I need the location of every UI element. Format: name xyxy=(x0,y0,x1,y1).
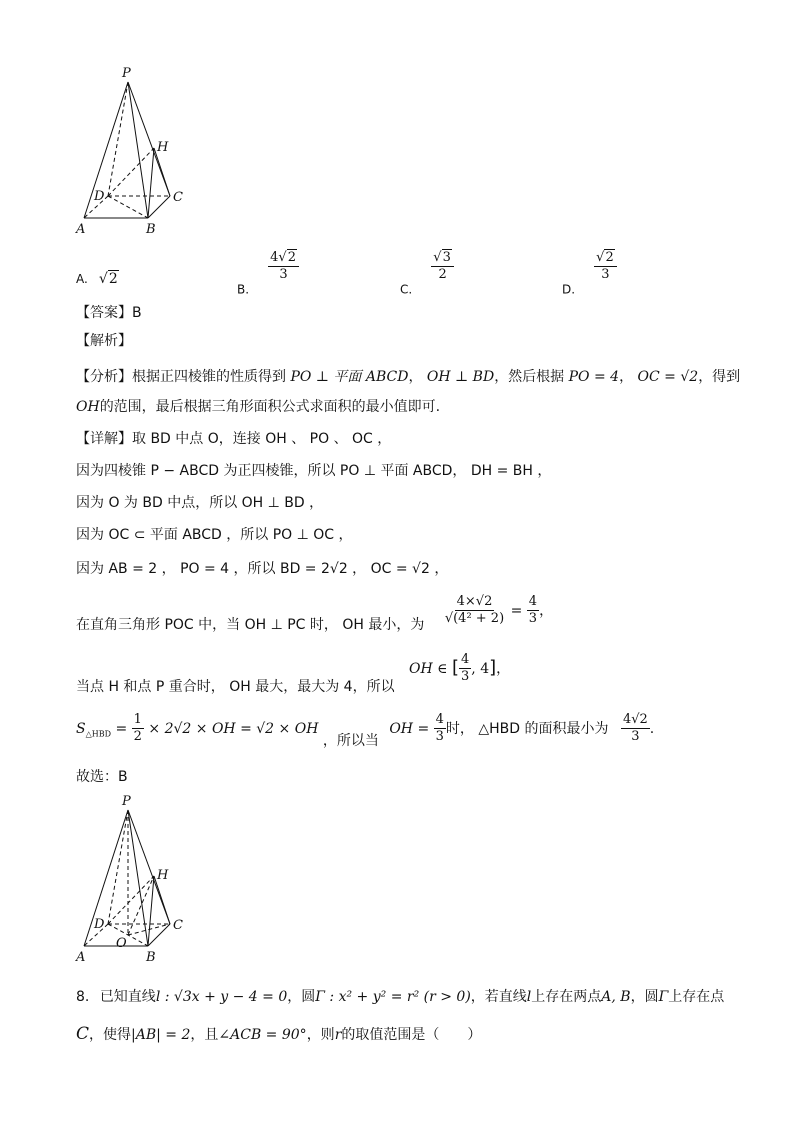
oh-range-set: OH ∈ xyxy=(409,660,448,677)
detail-line-2: 因为四棱锥 P − ABCD 为正四棱锥，所以 PO ⊥ 平面 ABCD， DH = BH ， xyxy=(76,463,552,479)
q8-angle: ∠ACB = 90° xyxy=(218,1027,307,1043)
analysis-tag: 【解析】 xyxy=(76,333,132,349)
q8-text-2: ，圆 xyxy=(287,989,316,1005)
q8-text-3: ，若直线 xyxy=(470,989,527,1005)
label-c: C xyxy=(173,190,183,205)
fenxi-text-4: 的范围，最后根据三角形面积公式求面积的最小值即可. xyxy=(99,399,441,415)
detail-line-6-end: ， xyxy=(539,602,554,619)
option-a: A. √2 xyxy=(76,271,118,287)
option-c-den: 2 xyxy=(438,267,447,283)
label2-p: P xyxy=(122,794,131,809)
range-min-den: 3 xyxy=(461,669,470,685)
detail-line-1 xyxy=(76,428,391,448)
frac-min-den: √(4² + 2) xyxy=(444,611,505,627)
q8-text-5: ，圆 xyxy=(630,989,659,1005)
detail-line-8 xyxy=(76,712,654,750)
pyramid-figure-top xyxy=(70,62,200,240)
choose-line: 故选：B xyxy=(76,769,128,785)
q8-r: r xyxy=(334,1027,342,1043)
label2-c: C xyxy=(173,918,183,933)
option-b-rad: 2 xyxy=(287,250,296,265)
answer-line xyxy=(76,302,142,322)
label2-o: O xyxy=(116,936,127,951)
q8-text-8: ，且 xyxy=(190,1027,219,1043)
label2-a: A xyxy=(76,950,86,965)
q8-line-equation: l : √3x + y − 4 = 0 xyxy=(155,989,288,1005)
q8-point-c: C xyxy=(76,1024,90,1044)
left-bracket: [ xyxy=(451,656,460,678)
q8-gamma: Γ xyxy=(658,989,669,1005)
option-b-label: B. xyxy=(237,282,250,297)
option-a-radicand: 2 xyxy=(108,271,118,287)
q8-text-7: ，使得 xyxy=(89,1027,132,1043)
label-d: D xyxy=(94,189,105,204)
q8-points-ab: A, B xyxy=(601,989,631,1005)
area-subscript: △HBD xyxy=(85,729,112,739)
option-d: $_{D.}$ $\frac{√2}{3}$ xyxy=(562,250,617,296)
equals-sign: = xyxy=(510,602,523,619)
half-num: 1 xyxy=(132,712,144,729)
fenxi-math-1: PO ⊥ 平面 ABCD xyxy=(290,369,409,385)
range-min-num: 4 xyxy=(459,652,471,669)
fenxi-math-5: OH xyxy=(76,399,100,415)
q8-text-4: 上存在两点 xyxy=(531,989,602,1005)
right-bracket: ] xyxy=(489,656,497,678)
area-symbol: S xyxy=(76,720,86,737)
option-a-label: A. xyxy=(76,272,88,286)
detail-line-7-end: ， xyxy=(496,660,511,677)
label-p: P xyxy=(122,66,131,81)
frac-min-result-den: 3 xyxy=(528,611,538,627)
answer-value: B xyxy=(132,305,142,321)
area-equals: = xyxy=(115,720,128,737)
q8-text-10: 的取值范围是（ ） xyxy=(341,1027,482,1043)
label2-b: B xyxy=(146,950,156,965)
answer-tag: 【答案】 xyxy=(76,305,132,321)
oh-value-den: 3 xyxy=(435,729,444,745)
label-b: B xyxy=(146,222,156,237)
detail-line-7 xyxy=(76,652,510,696)
pyramid-figure-bottom xyxy=(70,790,200,968)
fenxi-text-3: ，得到 xyxy=(698,369,741,385)
oh-value-num: 4 xyxy=(434,712,446,729)
option-d-label: D. xyxy=(562,282,576,297)
q8-ab-length: |AB| = 2 xyxy=(131,1027,191,1043)
q8-line-2 xyxy=(76,1024,481,1044)
detail-text-7: 当点 H 和点 P 重合时， OH 最大，最大为 4，所以 xyxy=(76,678,395,695)
oh-value-label: OH = xyxy=(389,720,430,737)
q8-line-1 xyxy=(76,986,724,1006)
q8-text-1: 已知直线 xyxy=(99,989,156,1005)
label2-h: H xyxy=(157,868,169,883)
q8-number: 8. xyxy=(76,989,90,1005)
option-c: $_{C.}$ $\frac{√3}{2}$ xyxy=(400,250,454,296)
frac-min-result-num: 4 xyxy=(527,594,539,611)
option-d-den: 3 xyxy=(601,267,610,283)
detail-text-6: 在直角三角形 POC 中，当 OH ⊥ PC 时， OH 最小，为 xyxy=(76,616,425,633)
label2-d: D xyxy=(94,917,105,932)
option-d-rad: 2 xyxy=(605,250,614,265)
detail-tag: 【详解】 xyxy=(76,431,132,447)
q8-circle-equation: Γ : x² + y² = r² (r > 0) xyxy=(315,989,471,1005)
q8-line-l: l xyxy=(526,989,532,1005)
option-c-label: C. xyxy=(400,282,413,297)
fenxi-tag: 【分析】 xyxy=(76,369,132,385)
label-a: A xyxy=(76,222,86,237)
fenxi-math-2: OH ⊥ BD xyxy=(426,369,495,385)
detail-text-1: 取 BD 中点 O，连接 OH 、 PO 、 OC ， xyxy=(132,431,392,447)
option-b: $_{B.}$ $\frac{4√2}{3}$ xyxy=(237,250,299,296)
option-b-den: 3 xyxy=(279,267,288,283)
detail-line-6 xyxy=(76,594,553,634)
option-b-num: 4 xyxy=(270,250,279,265)
range-max: , 4 xyxy=(471,660,490,677)
fenxi-text-1: 根据正四棱锥的性质得到 xyxy=(132,369,286,385)
fenxi-text-2: ，然后根据 xyxy=(494,369,565,385)
frac-min-num: 4×√2 xyxy=(455,594,495,611)
detail-text-8: ，所以当 xyxy=(322,732,379,749)
label-h: H xyxy=(157,140,169,155)
min-area-den: 3 xyxy=(631,729,640,745)
option-c-rad: 3 xyxy=(442,250,451,265)
detail-text-8b: 时， △HBD 的面积最小为 xyxy=(445,720,609,737)
half-den: 2 xyxy=(133,729,142,745)
fenxi-line-2 xyxy=(76,396,440,416)
detail-line-5: 因为 AB = 2 ， PO = 4 ，所以 BD = 2√2 ， OC = √2 ， xyxy=(76,561,449,577)
fenxi-line-1: 【分析】根据正四棱锥的性质得到 PO ⊥ 平面 ABCD， OH ⊥ BD，然后根据 PO = 4， OC = √2，得到 xyxy=(76,369,741,385)
q8-text-6: 上存在点 xyxy=(668,989,725,1005)
min-area-num: 4√2 xyxy=(621,712,650,729)
area-expression: × 2√2 × OH = √2 × OH xyxy=(148,720,319,737)
detail-line-8-end: . xyxy=(649,720,655,737)
q8-text-9: ，则 xyxy=(306,1027,335,1043)
fenxi-math-4: OC = √2 xyxy=(637,369,699,385)
detail-line-3: 因为 O 为 BD 中点，所以 OH ⊥ BD ， xyxy=(76,495,324,511)
detail-line-4: 因为 OC ⊂ 平面 ABCD ，所以 PO ⊥ OC ， xyxy=(76,527,353,543)
fenxi-math-3: PO = 4 xyxy=(568,369,620,385)
